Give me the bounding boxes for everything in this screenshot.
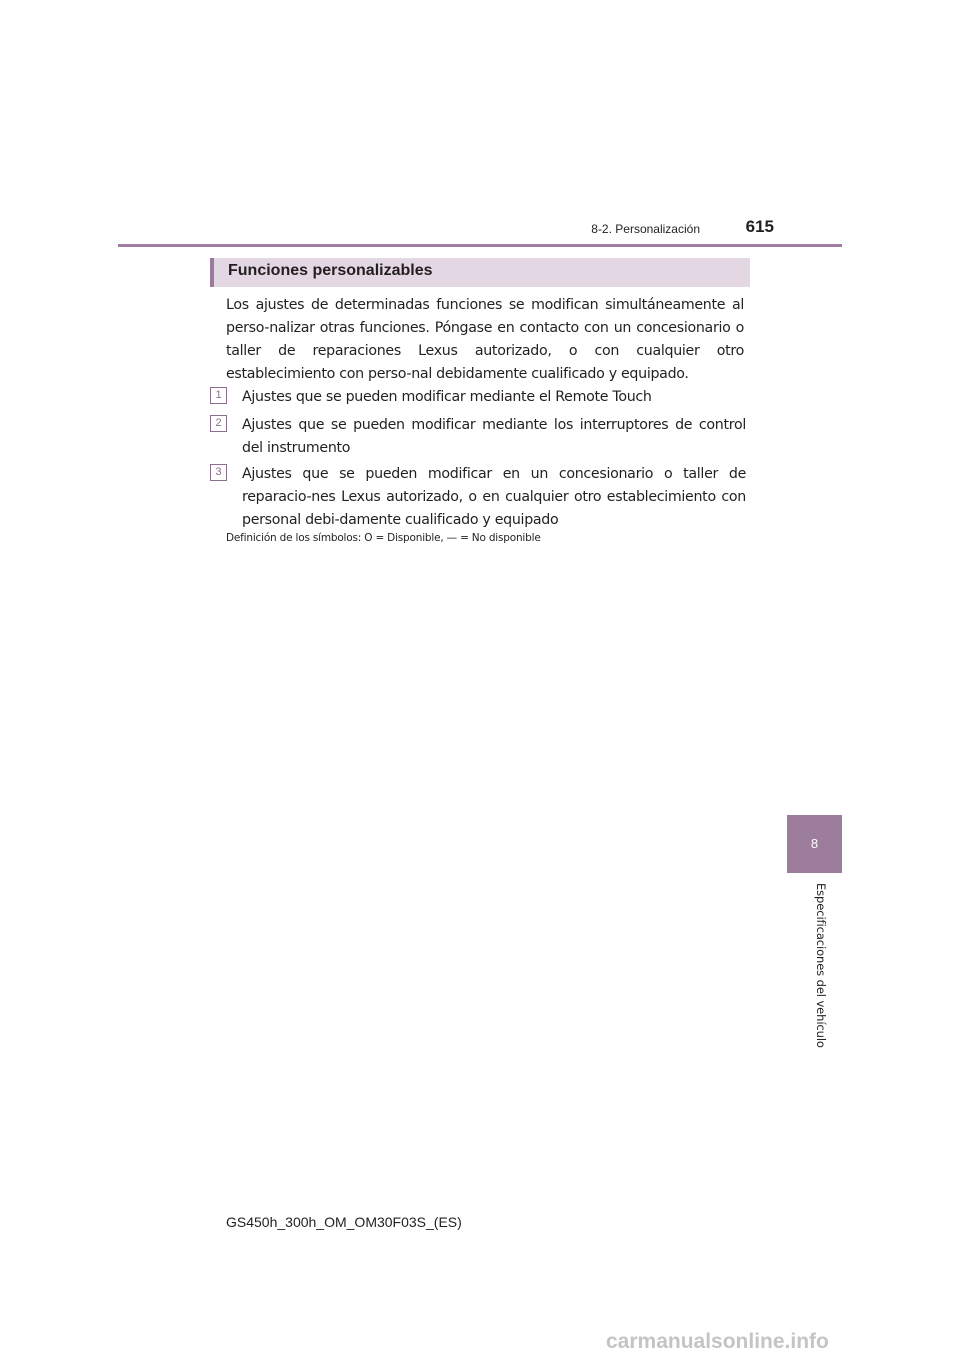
section-title: Funciones personalizables — [228, 262, 433, 279]
header-section-title: 8-2. Personalización — [591, 222, 700, 236]
watermark: carmanualsonline.info — [606, 1330, 829, 1353]
header-divider — [118, 244, 842, 247]
intro-paragraph: Los ajustes de determinadas funciones se modifican simultáneamente al perso-nalizar otras funciones. Póngase en contacto con un concesionario o taller de reparaciones Lexus autorizado, o con cualquier otro establecimiento con perso-nal debidamente cualificado y equipado. — [226, 297, 744, 382]
list-item-text: Ajustes que se pueden modificar mediante los interruptores de control del instrumento — [242, 417, 746, 456]
footer-doc-code: GS450h_300h_OM_OM30F03S_(ES) — [226, 1214, 462, 1230]
number-badge: 3 — [210, 464, 227, 481]
symbol-definition: Definición de los símbolos: O = Disponible, — = No disponible — [226, 532, 541, 544]
list-item-text: Ajustes que se pueden modificar mediante el Remote Touch — [242, 389, 652, 405]
page-number: 615 — [745, 217, 774, 236]
list-item-text: Ajustes que se pueden modificar en un concesionario o taller de reparacio-nes Lexus autorizado, o en cualquier otro establecimiento con personal debi-damente cualificado y equipado — [242, 466, 746, 528]
number-badge: 2 — [210, 415, 227, 432]
chapter-label: Especificaciones del vehículo — [814, 883, 828, 1048]
number-badge: 1 — [210, 387, 227, 404]
chapter-tab: 8 — [787, 815, 842, 873]
section-heading-bar — [210, 258, 750, 287]
